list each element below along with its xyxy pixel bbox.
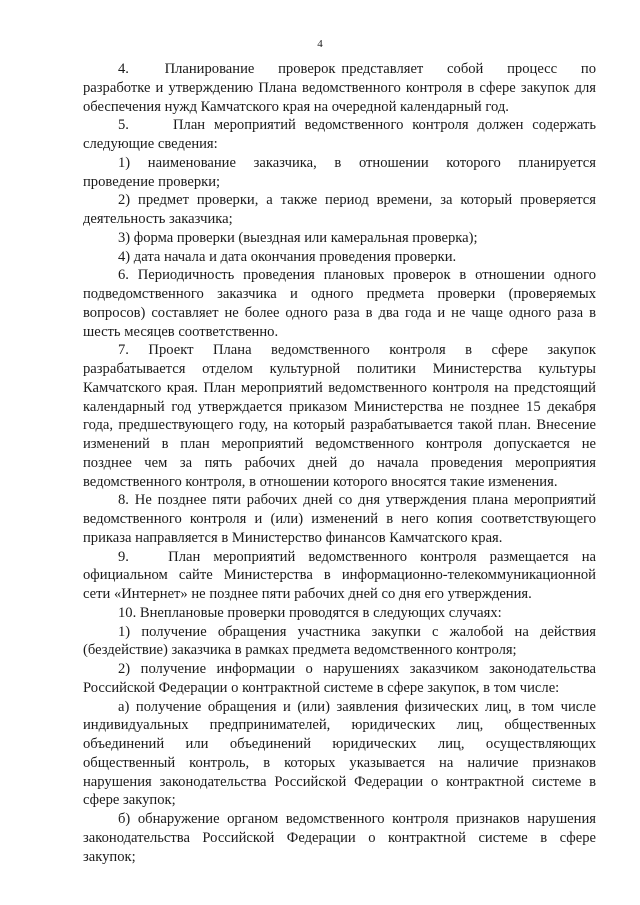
- paragraph: [83, 154, 596, 192]
- text-line: сети «Интернет» не позднее пяти рабочих дней со дня его утверждения.: [83, 586, 532, 602]
- text-line: 1) наименование заказчика, в отношении которого планируется: [118, 154, 596, 171]
- text-line: б) обнаружение органом ведомственного контроля признаков нарушения: [118, 811, 596, 827]
- paragraph: [83, 491, 596, 547]
- paragraph: [83, 248, 596, 267]
- paragraph: [83, 229, 596, 248]
- text-line: 4) дата начала и дата окончания проведения проверки.: [118, 248, 457, 265]
- text-line: общественный контроль, в которых указывается на наличие признаков: [83, 754, 596, 771]
- text-line: года, предшествующего году, на который разрабатывается такой план. Внесение: [83, 417, 596, 434]
- text-line: 8. Не позднее пяти рабочих дней со дня утверждения плана мероприятий: [118, 492, 596, 509]
- text-line: ведомственного контроля, в отношении которого вносятся такие изменения.: [83, 473, 558, 490]
- text-line: 4. Планирование проверок представляет собой процесс по: [118, 61, 596, 77]
- text-line: разрабатывается отделом культурной политики Министерства культуры: [83, 361, 596, 377]
- text-line: 2) получение информации о нарушениях заказчиком законодательства: [118, 661, 596, 677]
- text-line: следующие сведения:: [83, 136, 218, 152]
- paragraph: [83, 341, 596, 491]
- paragraph: [83, 191, 596, 229]
- text-line: обеспечения нужд Камчатского края на очередной календарный год.: [83, 98, 509, 115]
- text-line: 6. Периодичность проведения плановых проверок в отношении одного: [118, 267, 596, 284]
- text-line: 1) получение обращения участника закупки с жалобой на действия: [118, 623, 596, 640]
- paragraph: [83, 548, 596, 604]
- paragraph: [83, 698, 596, 811]
- text-line: нарушения законодательства Российской Федерации о контрактной системе в: [83, 773, 596, 790]
- text-line: индивидуальных предпринимателей, юридических лиц, общественных: [83, 717, 596, 734]
- text-line: ведомственного контроля и (или) изменений в него копия соответствующего: [83, 511, 596, 527]
- text-line: подведомственного заказчика и одного предмета проверки (проверяемых: [83, 286, 596, 302]
- paragraph: [83, 623, 596, 661]
- text-line: а) получение обращения и (или) заявления физических лиц, в том числе: [118, 698, 596, 715]
- text-line: законодательства Российской Федерации о контрактной системе в сфере: [83, 829, 596, 846]
- text-line: 3) форма проверки (выездная или камеральная проверка);: [118, 229, 478, 246]
- text-line: вопросов) составляет не более одного раза в два года и не чаще одного раза в: [83, 304, 596, 321]
- paragraph: [83, 604, 596, 623]
- page-number: 4: [317, 38, 323, 50]
- text-line: изменений в план мероприятий ведомственного контроля допускается не: [83, 436, 596, 452]
- text-line: официальном сайте Министерства в информационно-телекоммуникационной: [83, 567, 596, 584]
- paragraph: [83, 60, 596, 116]
- text-line: приказа направляется в Министерство финансов Камчатского края.: [83, 529, 503, 546]
- text-line: деятельность заказчика;: [83, 211, 233, 227]
- paragraph: [83, 810, 596, 866]
- text-line: календарный год утверждается приказом Министерства не позднее 15 декабря: [83, 398, 596, 415]
- text-line: 2) предмет проверки, а также период времени, за который проверяется: [118, 192, 596, 209]
- paragraph: [83, 660, 596, 698]
- text-line: проведение проверки;: [83, 173, 221, 190]
- paragraph: [83, 116, 596, 154]
- text-line: сфере закупок;: [83, 792, 176, 809]
- text-line: позднее чем за пять рабочих дней до начала проведения мероприятия: [83, 454, 596, 471]
- text-line: 7. Проект Плана ведомственного контроля в сфере закупок: [118, 342, 596, 359]
- text-line: объединений или объединений юридических лиц, осуществляющих: [83, 736, 596, 752]
- text-line: 9. План мероприятий ведомственного контроля размещается на: [118, 548, 596, 565]
- text-line: 5. План мероприятий ведомственного контроля должен содержать: [118, 117, 596, 134]
- text-line: Камчатского края. План мероприятий ведомственного контроля на предстоящий: [83, 379, 596, 396]
- text-line: 10. Внеплановые проверки проводятся в следующих случаях:: [118, 604, 502, 621]
- text-line: Российской Федерации о контрактной системе в сфере закупок, в том числе:: [83, 679, 560, 696]
- text-line: (бездействие) заказчика в рамках предмета ведомственного контроля;: [83, 642, 517, 659]
- text-line: шесть месяцев соответственно.: [83, 323, 279, 340]
- document-body: [83, 60, 596, 866]
- text-line: разработке и утверждению Плана ведомственного контроля в сфере закупок для: [83, 79, 596, 96]
- paragraph: [83, 266, 596, 341]
- text-line: закупок;: [83, 848, 136, 865]
